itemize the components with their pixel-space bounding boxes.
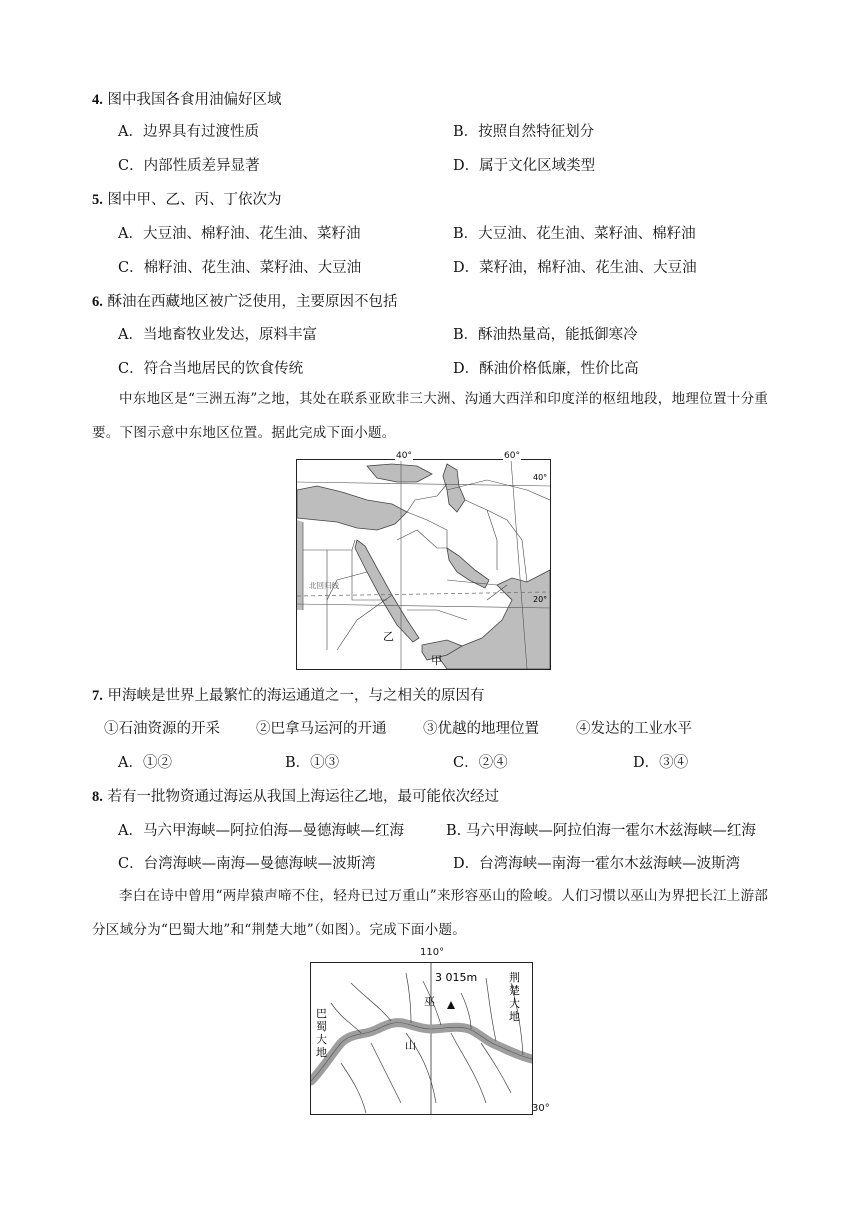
q5-option-c: C．棉籽油、花生油、菜籽油、大豆油 [118, 260, 362, 276]
black-sea [367, 464, 432, 482]
map2-lat-label: 30° [532, 1103, 550, 1114]
red-sea [355, 540, 419, 642]
middle-east-map-svg [297, 460, 550, 669]
label-bashu [316, 1007, 327, 1059]
wushan-map [310, 962, 533, 1115]
map-label-jia: 甲 [431, 654, 442, 667]
q7-item-1: ①石油资源的开采 [104, 721, 220, 737]
q4-option-a: A．边界具有过渡性质 [118, 124, 259, 140]
q6-option-b: B．酥油热量高，能抵御寒冷 [453, 327, 638, 343]
svg-text:大: 大 [509, 997, 520, 1010]
q6-option-c: C．符合当地居民的饮食传统 [118, 361, 304, 377]
q7-option-c: C．②④ [453, 755, 508, 771]
q7-option-d: D．③④ [633, 755, 689, 771]
lat-40-label: 40° [533, 473, 548, 482]
q8-option-a: A．马六甲海峡—阿拉伯海—曼德海峡—红海 [118, 823, 404, 839]
mediterranean-sea [297, 486, 407, 530]
peak-elevation: 3 015m [435, 971, 478, 984]
map-label-yi: 乙 [383, 630, 394, 643]
label-shan: 山 [405, 1039, 416, 1052]
passage-wushan: 李白在诗中曾用“两岸猿声啼不住，轻舟已过万重山”来形容巫山的险峻。人们习惯以巫山为界把长江上游部分区域分为“巴蜀大地”和“荆楚大地”（如图）。完成下面小题。 [92, 888, 769, 938]
q7-option-b: B．①③ [285, 755, 340, 771]
q8-option-d: D．台湾海峡—南海一霍尔木兹海峡—波斯湾 [453, 856, 741, 872]
question-5-stem: 5. 图中甲、乙、丙、丁依次为 [92, 192, 282, 208]
yangtze-river [311, 1023, 532, 1081]
svg-text:地: 地 [316, 1046, 327, 1059]
q5-option-b: B．大豆油、花生油、菜籽油、棉籽油 [453, 226, 696, 242]
atlantic-ocean [297, 520, 303, 610]
q8-option-c: C．台湾海峡—南海—曼德海峡—波斯湾 [118, 856, 376, 872]
label-wu: 巫 [424, 995, 435, 1008]
map1-lon-60-top: 60° [504, 451, 520, 461]
map1-lon-40-top: 40° [396, 451, 412, 461]
q6-option-a: A．当地畜牧业发达，原料丰富 [118, 327, 317, 343]
question-4-stem: 4. 图中我国各食用油偏好区域 [92, 92, 282, 108]
wushan-map-svg [311, 963, 532, 1114]
q7-item-4: ④发达的工业水平 [576, 721, 692, 737]
q7-item-3: ③优越的地理位置 [423, 721, 539, 737]
svg-text:楚: 楚 [509, 984, 520, 997]
q5-option-d: D．菜籽油，棉籽油、花生油、大豆油 [453, 260, 697, 276]
q7-item-2: ②巴拿马运河的开通 [256, 721, 387, 737]
svg-text:荆: 荆 [509, 971, 520, 984]
label-jingchu [509, 970, 520, 1023]
q6-option-d: D．酥油价格低廉，性价比高 [453, 361, 639, 377]
map2-lon-label: 110° [420, 947, 445, 958]
peak-triangle-icon [447, 1001, 455, 1009]
question-7-stem: 7. 甲海峡是世界上最繁忙的海运通道之一，与之相关的原因有 [92, 688, 485, 704]
tropic-label: 北回归线 [309, 581, 339, 590]
question-8-stem: 8. 若有一批物资通过海运从我国上海运往乙地，最可能依次经过 [92, 789, 499, 805]
q5-option-a: A．大豆油、棉籽油、花生油、菜籽油 [118, 226, 361, 242]
middle-east-map [296, 459, 551, 670]
q4-option-b: B．按照自然特征划分 [453, 124, 595, 140]
lat-20-label: 20° [533, 595, 548, 604]
svg-text:巴: 巴 [316, 1007, 327, 1020]
q4-option-c: C．内部性质差异显著 [118, 158, 260, 174]
question-6-stem: 6. 酥油在西藏地区被广泛使用，主要原因不包括 [92, 294, 398, 310]
q8-option-b: B. 马六甲海峡—阿拉伯海一霍尔木兹海峡—红海 [446, 823, 756, 839]
svg-text:大: 大 [316, 1033, 327, 1046]
parallel-40 [297, 482, 550, 486]
svg-text:蜀: 蜀 [316, 1020, 327, 1033]
passage-middle-east: 中东地区是“三洲五海”之地，其处在联系亚欧非三大洲、沟通大西洋和印度洋的枢纽地段，地理位置十分重要。下图示意中东地区位置。据此完成下面小题。 [92, 391, 769, 441]
q4-option-d: D．属于文化区域类型 [453, 158, 596, 174]
svg-text:地: 地 [509, 1010, 520, 1023]
q7-option-a: A．①② [118, 755, 172, 771]
